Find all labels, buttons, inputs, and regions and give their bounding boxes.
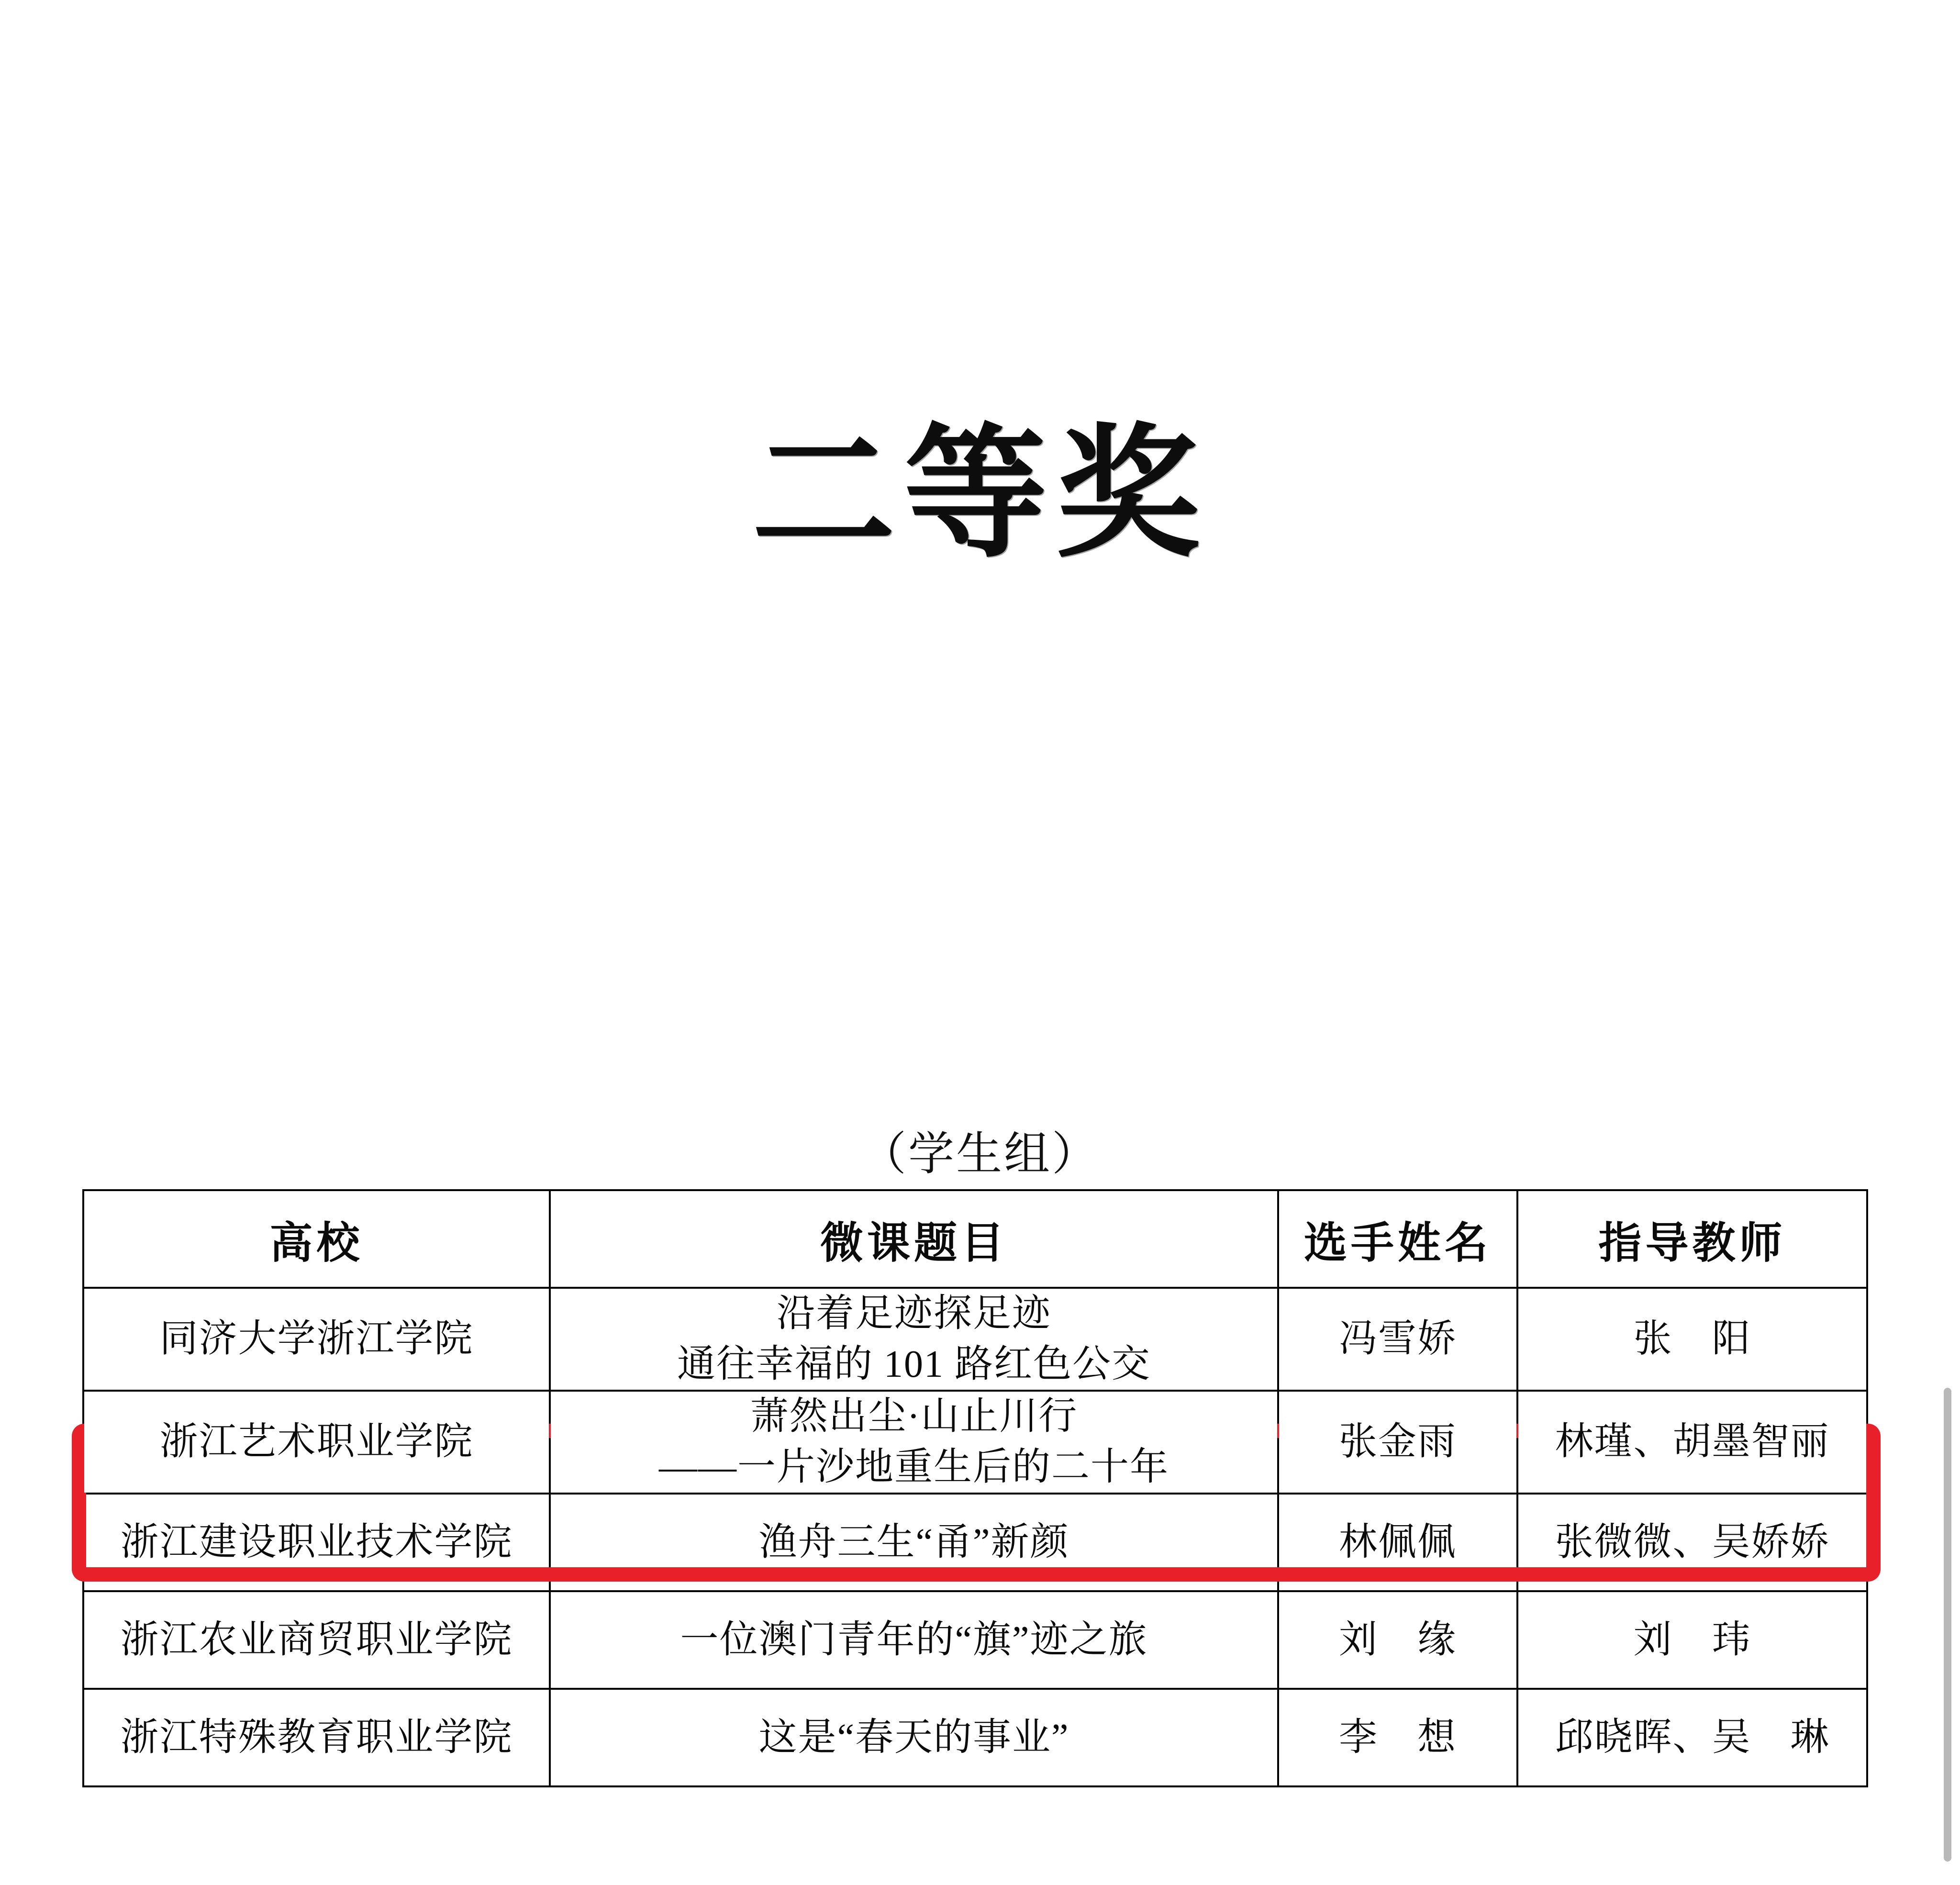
table-row xyxy=(83,1494,1867,1591)
table-header-row xyxy=(83,1190,1867,1288)
cell-player: 冯雪娇 xyxy=(1278,1288,1517,1391)
group-label: （学生组） xyxy=(860,1128,1100,1180)
title-line-1: 沿着足迹探足迹 xyxy=(777,1293,1051,1335)
cell-school: 同济大学浙江学院 xyxy=(83,1288,550,1391)
column-header-school: 高校 xyxy=(83,1190,550,1288)
cell-player: 刘 缘 xyxy=(1278,1591,1517,1689)
cell-school: 浙江艺术职业学院 xyxy=(83,1391,550,1494)
table-row xyxy=(83,1689,1867,1786)
scrollbar-thumb[interactable] xyxy=(1944,1388,1951,1862)
cell-teacher: 刘 玮 xyxy=(1517,1591,1867,1689)
cell-player: 张金雨 xyxy=(1278,1391,1517,1494)
cell-title xyxy=(550,1288,1278,1391)
cell-title: 一位澳门青年的“旗”迹之旅 xyxy=(550,1591,1278,1689)
title-line-2: ——一片沙地重生后的二十年 xyxy=(659,1446,1169,1488)
cell-teacher: 张微微、吴娇娇 xyxy=(1517,1494,1867,1591)
column-header-teacher: 指导教师 xyxy=(1517,1190,1867,1288)
cell-school: 浙江建设职业技术学院 xyxy=(83,1494,550,1591)
table-row xyxy=(83,1288,1867,1391)
cell-teacher: 邱晓晖、吴 琳 xyxy=(1517,1689,1867,1786)
cell-school: 浙江农业商贸职业学院 xyxy=(83,1591,550,1689)
table-row-highlighted xyxy=(83,1391,1867,1494)
cell-teacher: 张 阳 xyxy=(1517,1288,1867,1391)
cell-player: 林佩佩 xyxy=(1278,1494,1517,1591)
cell-player: 李 想 xyxy=(1278,1689,1517,1786)
cell-school: 浙江特殊教育职业学院 xyxy=(83,1689,550,1786)
cell-title: 这是“春天的事业” xyxy=(550,1689,1278,1786)
column-header-player: 选手姓名 xyxy=(1278,1190,1517,1288)
table-row xyxy=(83,1591,1867,1689)
award-table-container xyxy=(82,1189,1866,1787)
title-line-2: 通往幸福的 101 路红色公交 xyxy=(677,1343,1151,1385)
cell-title: 渔舟三生“甬”新颜 xyxy=(550,1494,1278,1591)
column-header-title: 微课题目 xyxy=(550,1190,1278,1288)
title-line-1: 萧然出尘·山止川行 xyxy=(750,1395,1078,1438)
award-table xyxy=(82,1189,1868,1787)
cell-teacher: 林瑾、胡墨智丽 xyxy=(1517,1391,1867,1494)
cell-title xyxy=(550,1391,1278,1494)
page-title: 二等奖 xyxy=(752,408,1208,577)
